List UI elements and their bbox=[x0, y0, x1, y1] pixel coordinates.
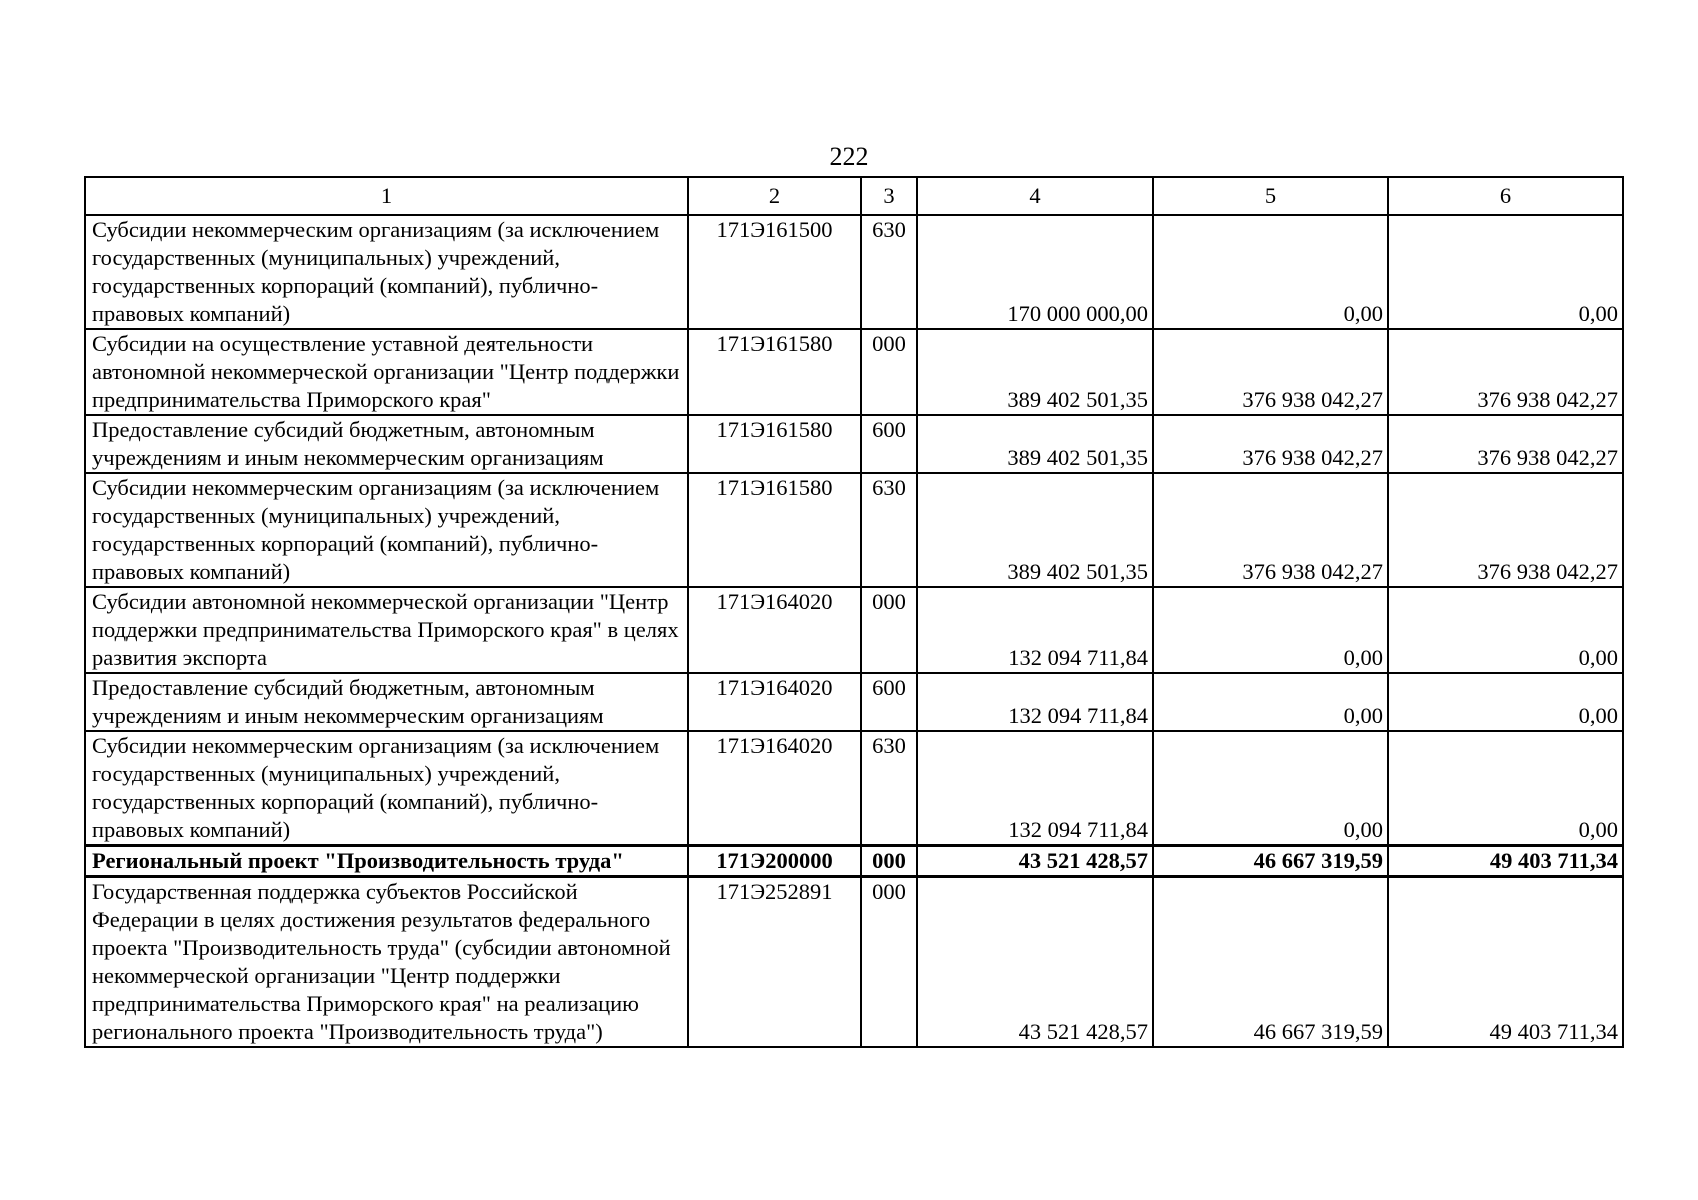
table-row bbox=[85, 415, 1623, 473]
row-value-col5: 0,00 bbox=[1153, 731, 1388, 846]
table-row bbox=[85, 473, 1623, 587]
row-name: Региональный проект "Производительность труда" bbox=[85, 846, 688, 877]
row-name: Субсидии некоммерческим организациям (за исключением государственных (муниципальных) учреждений, государственных корпораций (компаний), публично-правовых компаний) bbox=[85, 731, 688, 846]
row-value-col4: 43 521 428,57 bbox=[917, 877, 1153, 1048]
column-header: 6 bbox=[1388, 177, 1623, 215]
row-type: 000 bbox=[861, 877, 917, 1048]
row-name: Субсидии некоммерческим организациям (за исключением государственных (муниципальных) учреждений, государственных корпораций (компаний), публично-правовых компаний) bbox=[85, 215, 688, 329]
row-value-col6: 376 938 042,27 bbox=[1388, 415, 1623, 473]
row-code: 171Э161580 bbox=[688, 415, 861, 473]
row-value-col5: 376 938 042,27 bbox=[1153, 473, 1388, 587]
row-name: Предоставление субсидий бюджетным, автономным учреждениям и иным некоммерческим организациям bbox=[85, 673, 688, 731]
row-value-col4: 389 402 501,35 bbox=[917, 415, 1153, 473]
row-type: 630 bbox=[861, 731, 917, 846]
table-row bbox=[85, 673, 1623, 731]
table-row bbox=[85, 587, 1623, 673]
row-value-col5: 0,00 bbox=[1153, 215, 1388, 329]
row-name: Государственная поддержка субъектов Российской Федерации в целях достижения результатов федерального проекта "Производительность труда" (субсидии автономной некоммерческой организации "Центр поддержки предпринимательства Приморского края" на реализацию регионального проекта "Производительность труда") bbox=[85, 877, 688, 1048]
row-name: Субсидии на осуществление уставной деятельности автономной некоммерческой организации "Центр поддержки предпринимательства Приморского края" bbox=[85, 329, 688, 415]
page-number: 222 bbox=[829, 142, 869, 171]
row-value-col5: 0,00 bbox=[1153, 587, 1388, 673]
row-value-col5: 0,00 bbox=[1153, 673, 1388, 731]
row-code: 171Э161580 bbox=[688, 473, 861, 587]
row-value-col6: 0,00 bbox=[1388, 731, 1623, 846]
row-value-col6: 49 403 711,34 bbox=[1388, 877, 1623, 1048]
row-value-col6: 376 938 042,27 bbox=[1388, 329, 1623, 415]
row-code: 171Э200000 bbox=[688, 846, 861, 877]
row-name: Субсидии автономной некоммерческой организации "Центр поддержки предпринимательства Приморского края" в целях развития экспорта bbox=[85, 587, 688, 673]
row-code: 171Э164020 bbox=[688, 673, 861, 731]
row-value-col5: 376 938 042,27 bbox=[1153, 329, 1388, 415]
column-header: 2 bbox=[688, 177, 861, 215]
row-value-col4: 132 094 711,84 bbox=[917, 731, 1153, 846]
table-row bbox=[85, 731, 1623, 846]
table-row bbox=[85, 215, 1623, 329]
row-value-col4: 132 094 711,84 bbox=[917, 673, 1153, 731]
row-type: 000 bbox=[861, 329, 917, 415]
row-value-col5: 46 667 319,59 bbox=[1153, 846, 1388, 877]
row-value-col4: 43 521 428,57 bbox=[917, 846, 1153, 877]
row-code: 171Э164020 bbox=[688, 731, 861, 846]
row-code: 171Э161580 bbox=[688, 329, 861, 415]
row-value-col5: 46 667 319,59 bbox=[1153, 877, 1388, 1048]
row-value-col4: 389 402 501,35 bbox=[917, 473, 1153, 587]
table-header-row bbox=[85, 177, 1623, 215]
column-header: 3 bbox=[861, 177, 917, 215]
row-type: 630 bbox=[861, 473, 917, 587]
column-header: 5 bbox=[1153, 177, 1388, 215]
row-value-col4: 132 094 711,84 bbox=[917, 587, 1153, 673]
row-name: Субсидии некоммерческим организациям (за исключением государственных (муниципальных) учреждений, государственных корпораций (компаний), публично-правовых компаний) bbox=[85, 473, 688, 587]
row-code: 171Э252891 bbox=[688, 877, 861, 1048]
row-type: 630 bbox=[861, 215, 917, 329]
row-name: Предоставление субсидий бюджетным, автономным учреждениям и иным некоммерческим организациям bbox=[85, 415, 688, 473]
row-type: 600 bbox=[861, 415, 917, 473]
row-value-col6: 0,00 bbox=[1388, 587, 1623, 673]
row-type: 600 bbox=[861, 673, 917, 731]
column-header: 1 bbox=[85, 177, 688, 215]
row-type: 000 bbox=[861, 587, 917, 673]
row-type: 000 bbox=[861, 846, 917, 877]
column-header: 4 bbox=[917, 177, 1153, 215]
budget-table bbox=[84, 176, 1624, 1048]
row-value-col6: 49 403 711,34 bbox=[1388, 846, 1623, 877]
row-value-col5: 376 938 042,27 bbox=[1153, 415, 1388, 473]
table-row bbox=[85, 877, 1623, 1048]
row-value-col6: 0,00 bbox=[1388, 215, 1623, 329]
row-value-col4: 170 000 000,00 bbox=[917, 215, 1153, 329]
row-code: 171Э161500 bbox=[688, 215, 861, 329]
row-value-col6: 376 938 042,27 bbox=[1388, 473, 1623, 587]
table-row-total bbox=[85, 846, 1623, 877]
table-row bbox=[85, 329, 1623, 415]
row-value-col6: 0,00 bbox=[1388, 673, 1623, 731]
row-value-col4: 389 402 501,35 bbox=[917, 329, 1153, 415]
row-code: 171Э164020 bbox=[688, 587, 861, 673]
